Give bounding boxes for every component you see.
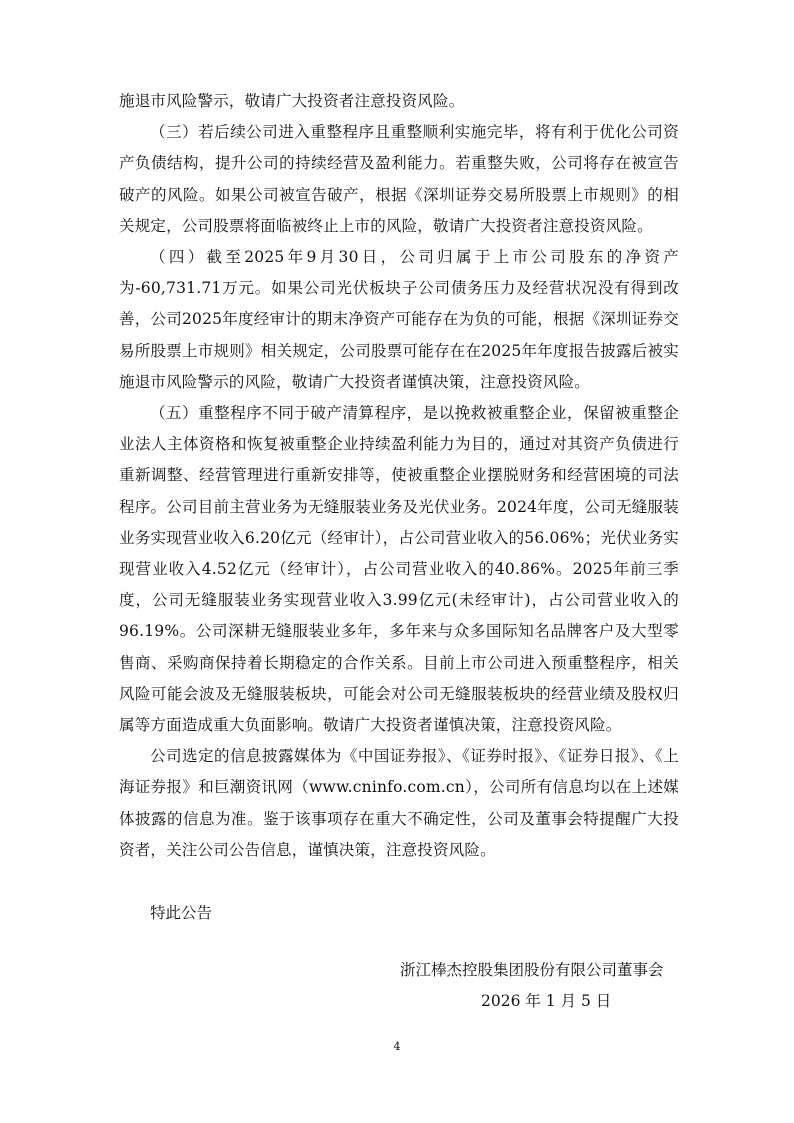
signature-date: 2026 年 1 月 5 日 — [481, 992, 612, 1010]
paragraph-restructuring-outcome: （三）若后续公司进入重整程序且重整顺利实施完毕，将有利于优化公司资产负债结构，提升公司的持续经营及盈利能力。若重整失败，公司将存在被宣告破产的风险。如果公司被宣告破产，根据《深圳证券交易所股票上市规则》的相关规定，公司股票将面临被终止上市的风险，敬请广大投资者注意投资风险。 — [119, 123, 679, 235]
paragraph-restructuring-nature: （五）重整程序不同于破产清算程序，是以挽救被重整企业，保留被重整企业法人主体资格和恢复被重整企业持续盈利能力为目的，通过对其资产负债进行重新调整、经营管理进行重新安排等，使被重整企业摆脱财务和经营困境的司法程序。公司目前主营业务为无缝服装业务及光伏业务。2024年度，公司无缝服装业务实现营业收入6.20亿元（经审计），占公司营业收入的56.06%；光伏业务实现营业收入4.52亿元（经审计），占公司营业收入的40.86%。2025年前三季度，公司无缝服装业务实现营业收入3.99亿元(未经审计)，占公司营业收入的96.19%。公司深耕无缝服装业多年，多年来与众多国际知名品牌客户及大型零售商、采购商保持着长期稳定的合作关系。目前上市公司进入预重整程序，相关风险可能会波及无缝服装板块，可能会对公司无缝服装板块的经营业绩及股权归属等方面造成重大负面影响。敬请广大投资者谨慎决策，注意投资风险。 — [119, 404, 679, 735]
document-body — [119, 86, 679, 866]
signature-company: 浙江棒杰控股集团股份有限公司董事会 — [400, 961, 664, 979]
paragraph-disclosure-media: 公司选定的信息披露媒体为《中国证券报》、《证券时报》、《证券日报》、《上海证券报》和巨潮资讯网（www.cninfo.com.cn），公司所有信息均以在上述媒体披露的信息为准。鉴于该事项存在重大不确定性，公司及董事会特提醒广大投资者，关注公司公告信息，谨慎决策，注意投资风险。 — [119, 747, 679, 859]
paragraph-net-assets: （四）截至2025年9月30日，公司归属于上市公司股东的净资产为-60,731.71万元。如果公司光伏板块子公司债务压力及经营状况没有得到改善，公司2025年度经审计的期末净资产可能存在为负的可能，根据《深圳证券交易所股票上市规则》相关规定，公司股票可能存在在2025年年度报告披露后被实施退市风险警示的风险，敬请广大投资者谨慎决策，注意投资风险。 — [119, 248, 679, 391]
paragraph-continuation: 施退市风险警示，敬请广大投资者注意投资风险。 — [119, 92, 465, 110]
closing-statement: 特此公告 — [150, 904, 213, 922]
page-number: 4 — [393, 1040, 401, 1053]
